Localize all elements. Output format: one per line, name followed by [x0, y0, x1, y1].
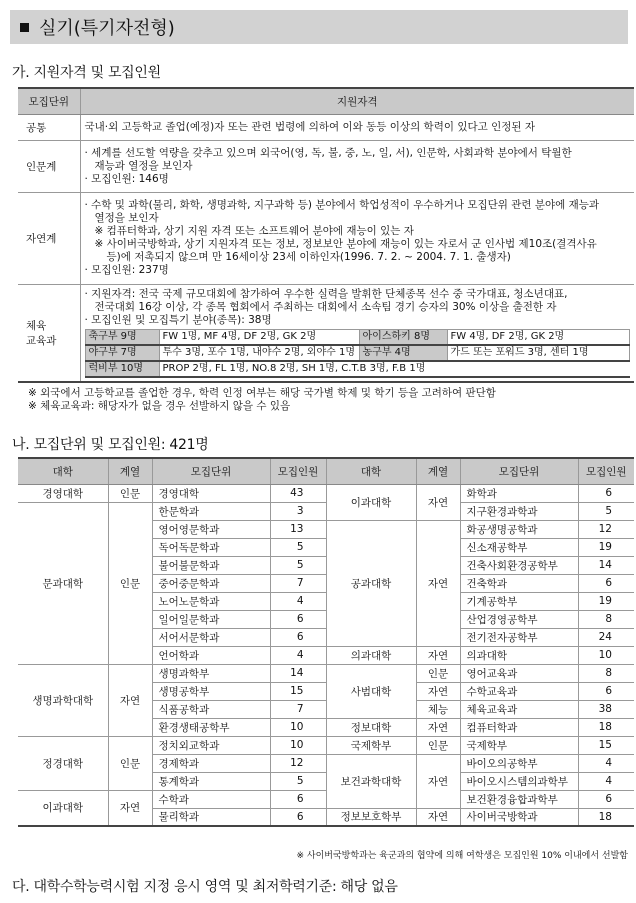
header-college-right: 대학: [326, 458, 416, 484]
num-cell: 14: [578, 556, 634, 574]
num-cell: 5: [270, 556, 326, 574]
college-cell: 정보보호학부: [326, 808, 416, 826]
note-2: ※ 체육교육과: 해당자가 없을 경우 선발하지 않을 수 있음: [28, 400, 291, 412]
sport-icehockey: 아이스하키 8명: [359, 329, 447, 345]
field-cell: 자연: [416, 754, 460, 808]
pe-label-2: 교육과: [26, 334, 57, 347]
header-qualification: 지원자격: [80, 88, 634, 114]
dept-cell: 환경생태공학부: [152, 718, 270, 736]
num-cell: 18: [578, 718, 634, 736]
dept-cell: 산업경영공학부: [460, 610, 578, 628]
qualification-table: [18, 87, 634, 383]
row-label-science: 자연계: [18, 192, 80, 284]
dept-cell: 한문학과: [152, 502, 270, 520]
field-cell: 인문: [108, 736, 152, 790]
dept-cell: 체육교육과: [460, 700, 578, 718]
sci-line-2: 열정을 보인자: [94, 212, 159, 224]
dept-cell: 보건환경융합과학부: [460, 790, 578, 808]
header-unit: 모집단위: [18, 88, 80, 114]
dept-cell: 영어교육과: [460, 664, 578, 682]
dept-cell: 건축사회환경공학부: [460, 556, 578, 574]
header-num-left: 모집인원: [270, 458, 326, 484]
pe-line-1: · 지원자격: 전국 국제 규모대회에 참가하여 우수한 실력을 발휘한 단체종목 선수 중 국가대표, 청소년대표,: [84, 287, 568, 300]
num-cell: 6: [270, 790, 326, 808]
quota-table: [18, 457, 634, 827]
square-bullet-icon: [20, 23, 29, 32]
dept-cell: 생명과학부: [152, 664, 270, 682]
sport-baseball: 야구부 7명: [85, 345, 159, 361]
num-cell: 15: [270, 682, 326, 700]
pe-line-2: 전국대회 16강 이상, 각 종목 협회에서 주최하는 대회에서 소속팀 경기 승자의 30% 이상을 출전한 자: [94, 300, 557, 313]
sport-soccer: 축구부 9명: [85, 329, 159, 345]
dept-cell: 일어일문학과: [152, 610, 270, 628]
section-banner: [10, 10, 628, 44]
dept-cell: 건축학과: [460, 574, 578, 592]
num-cell: 18: [578, 808, 634, 826]
section-da-title: 다. 대학수학능력시험 지정 응시 영역 및 최저학력기준: 해당 없음: [12, 879, 398, 895]
num-cell: 7: [270, 574, 326, 592]
sport-rugby: 럭비부 10명: [85, 361, 159, 377]
hum-line-1: · 세계를 선도할 역량을 갖추고 있으며 외국어(영, 독, 불, 중, 노, 일, 서), 인문학, 사회과학 분야에서 탁월한: [84, 146, 572, 159]
section-na-title: 나. 모집단위 및 모집인원: 421명: [12, 437, 209, 453]
college-cell: 이과대학: [326, 484, 416, 520]
college-cell: 사범대학: [326, 664, 416, 718]
sport-baseball-detail: 투수 3명, 포수 1명, 내야수 2명, 외야수 1명: [159, 345, 359, 361]
header-field-left: 계열: [108, 458, 152, 484]
num-cell: 12: [270, 754, 326, 772]
banner-title: 실기(특기자전형): [39, 18, 175, 39]
dept-cell: 경영대학: [152, 484, 270, 502]
num-cell: 24: [578, 628, 634, 646]
num-cell: 6: [270, 808, 326, 826]
num-cell: 4: [270, 592, 326, 610]
num-cell: 5: [270, 772, 326, 790]
sci-line-4: ※ 사이버국방학과, 상기 지원자격 또는 정보, 정보보안 분야에 재능이 있는 자로서 군 인사법 제10조(결격사유: [94, 238, 597, 250]
sci-line-5: 등)에 저촉되지 않으며 만 16세이상 23세 이하인자(1996. 7. 2. ~ 2004. 7. 1. 출생자): [106, 251, 511, 263]
header-num-right: 모집인원: [578, 458, 634, 484]
row-label-humanities: 인문계: [18, 140, 80, 192]
header-field-right: 계열: [416, 458, 460, 484]
row-label-common: 공통: [18, 114, 80, 140]
dept-cell: 사이버국방학과: [460, 808, 578, 826]
num-cell: 6: [578, 574, 634, 592]
dept-cell: 물리학과: [152, 808, 270, 826]
sport-icehockey-detail: FW 4명, DF 2명, GK 2명: [447, 329, 630, 345]
college-cell: 이과대학: [18, 790, 108, 826]
num-cell: 13: [270, 520, 326, 538]
dept-cell: 지구환경과학과: [460, 502, 578, 520]
dept-cell: 언어학과: [152, 646, 270, 664]
dept-cell: 불어불문학과: [152, 556, 270, 574]
field-cell: 자연: [416, 484, 460, 520]
dept-cell: 수학과: [152, 790, 270, 808]
field-cell: 자연: [416, 808, 460, 826]
num-cell: 6: [578, 682, 634, 700]
pe-line-3: · 모집인원 및 모집특기 분야(종목): 38명: [84, 313, 272, 326]
sport-basketball-detail: 가드 또는 포워드 3명, 센터 1명: [447, 345, 630, 361]
num-cell: 7: [270, 700, 326, 718]
dept-cell: 영어영문학과: [152, 520, 270, 538]
dept-cell: 바이오시스템의과학부: [460, 772, 578, 790]
num-cell: 8: [578, 664, 634, 682]
dept-cell: 중어중문학과: [152, 574, 270, 592]
header-dept-left: 모집단위: [152, 458, 270, 484]
header-college-left: 대학: [18, 458, 108, 484]
num-cell: 6: [578, 484, 634, 502]
sports-table: [85, 329, 631, 378]
dept-cell: 독어독문학과: [152, 538, 270, 556]
dept-cell: 화학과: [460, 484, 578, 502]
science-text: [80, 192, 634, 284]
num-cell: 19: [578, 592, 634, 610]
section-ga-title: 가. 지원자격 및 모집인원: [12, 65, 161, 81]
field-cell: 자연: [416, 682, 460, 700]
num-cell: 19: [578, 538, 634, 556]
sport-rugby-detail: PROP 2명, FL 1명, NO.8 2명, SH 1명, C.T.B 3명, F.B 1명: [159, 361, 630, 377]
college-cell: 정보대학: [326, 718, 416, 736]
dept-cell: 국제학부: [460, 736, 578, 754]
college-cell: 문과대학: [18, 502, 108, 664]
num-cell: 10: [578, 646, 634, 664]
college-cell: 국제학부: [326, 736, 416, 754]
num-cell: 6: [270, 628, 326, 646]
field-cell: 자연: [416, 520, 460, 646]
note-1: ※ 외국에서 고등학교를 졸업한 경우, 학력 인정 여부는 해당 국가별 학제 및 학기 등을 고려하여 판단함: [28, 387, 496, 399]
field-cell: 체능: [416, 700, 460, 718]
num-cell: 8: [578, 610, 634, 628]
dept-cell: 서어서문학과: [152, 628, 270, 646]
num-cell: 15: [578, 736, 634, 754]
dept-cell: 노어노문학과: [152, 592, 270, 610]
college-cell: 정경대학: [18, 736, 108, 790]
sci-line-1: · 수학 및 과학(물리, 화학, 생명과학, 지구과학 등) 분야에서 학업성적이 우수하거나 모집단위 관련 분야에 재능과: [84, 199, 600, 211]
dept-cell: 수학교육과: [460, 682, 578, 700]
dept-cell: 전기전자공학부: [460, 628, 578, 646]
num-cell: 43: [270, 484, 326, 502]
dept-cell: 의과대학: [460, 646, 578, 664]
row-label-pe: [18, 284, 80, 382]
field-cell: 자연: [108, 790, 152, 826]
pe-text: [80, 284, 634, 382]
num-cell: 10: [270, 736, 326, 754]
field-cell: 자연: [416, 718, 460, 736]
dept-cell: 바이오의공학부: [460, 754, 578, 772]
dept-cell: 생명공학부: [152, 682, 270, 700]
dept-cell: 정치외교학과: [152, 736, 270, 754]
sci-line-3: ※ 컴퓨터학과, 상기 지원 자격 또는 소프트웨어 분야에 재능이 있는 자: [94, 225, 414, 237]
hum-line-3: · 모집인원: 146명: [84, 172, 169, 185]
field-cell: 인문: [416, 736, 460, 754]
num-cell: 12: [578, 520, 634, 538]
dept-cell: 경제학과: [152, 754, 270, 772]
college-cell: 경영대학: [18, 484, 108, 502]
num-cell: 5: [578, 502, 634, 520]
dept-cell: 신소재공학부: [460, 538, 578, 556]
sci-line-6: · 모집인원: 237명: [84, 264, 169, 276]
hum-line-2: 재능과 열정을 보인자: [94, 159, 193, 172]
dept-cell: 통계학과: [152, 772, 270, 790]
dept-cell: 컴퓨터학과: [460, 718, 578, 736]
footnote: ※ 사이버국방학과는 육군과의 협약에 의해 여학생은 모집인원 10% 이내에서 선발함: [296, 851, 628, 861]
sport-soccer-detail: FW 1명, MF 4명, DF 2명, GK 2명: [159, 329, 359, 345]
field-cell: 인문: [108, 502, 152, 664]
num-cell: 4: [270, 646, 326, 664]
dept-cell: 기계공학부: [460, 592, 578, 610]
college-cell: 의과대학: [326, 646, 416, 664]
num-cell: 6: [270, 610, 326, 628]
num-cell: 6: [578, 790, 634, 808]
sport-basketball: 농구부 4명: [359, 345, 447, 361]
college-cell: 공과대학: [326, 520, 416, 646]
college-cell: 보건과학대학: [326, 754, 416, 808]
num-cell: 10: [270, 718, 326, 736]
num-cell: 4: [578, 754, 634, 772]
common-text: 국내·외 고등학교 졸업(예정)자 또는 관련 법령에 의하여 이와 동등 이상의 학력이 있다고 인정된 자: [80, 114, 634, 140]
college-cell: 생명과학대학: [18, 664, 108, 736]
num-cell: 14: [270, 664, 326, 682]
num-cell: 5: [270, 538, 326, 556]
notes: [28, 387, 496, 413]
num-cell: 3: [270, 502, 326, 520]
field-cell: 인문: [416, 664, 460, 682]
field-cell: 자연: [108, 664, 152, 736]
dept-cell: 식품공학과: [152, 700, 270, 718]
num-cell: 38: [578, 700, 634, 718]
pe-label-1: 체육: [26, 319, 47, 332]
num-cell: 4: [578, 772, 634, 790]
dept-cell: 화공생명공학과: [460, 520, 578, 538]
field-cell: 인문: [108, 484, 152, 502]
humanities-text: [80, 140, 634, 192]
field-cell: 자연: [416, 646, 460, 664]
header-dept-right: 모집단위: [460, 458, 578, 484]
